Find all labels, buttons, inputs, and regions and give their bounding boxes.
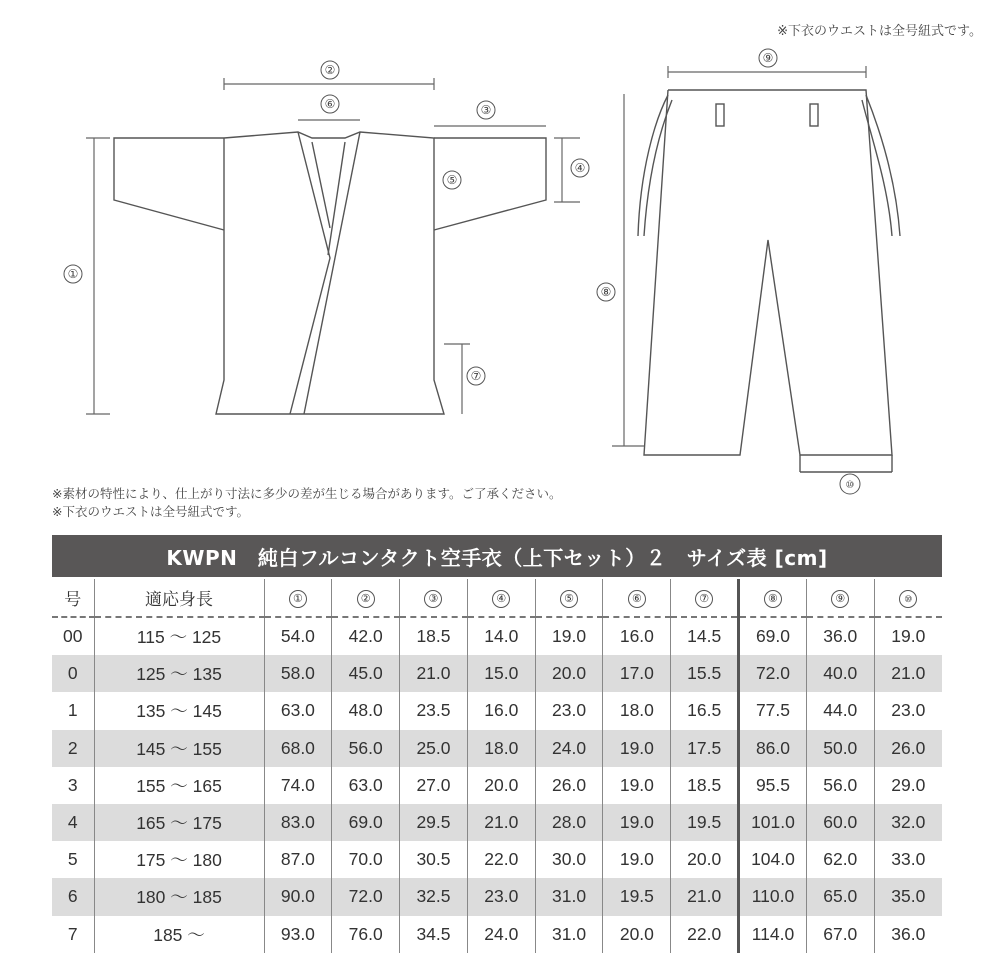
cell-size: 3 (67, 774, 78, 795)
col-8: ⑧ (739, 579, 807, 617)
cell-size: 00 (63, 626, 83, 647)
table-row (52, 655, 942, 692)
cell-measure-7: 20.0 (671, 841, 739, 878)
svg-text:⑤: ⑤ (446, 173, 458, 187)
svg-text:④: ④ (574, 161, 586, 175)
cell-measure-6: 19.0 (603, 730, 671, 767)
cell-measure-5: 31.0 (535, 878, 603, 915)
col-3: ③ (400, 579, 468, 617)
cell-measure-7: 18.5 (671, 767, 739, 804)
cell-measure-8: 110.0 (739, 878, 807, 915)
cell-measure-3: 34.5 (400, 916, 468, 953)
cell-height: 135 〜 145 (94, 692, 264, 729)
cell-measure-8: 104.0 (739, 841, 807, 878)
label-3 (477, 101, 495, 119)
cell-measure-6: 19.0 (603, 767, 671, 804)
col-height: 適応身長 (94, 579, 264, 617)
col-10: ⑩ (874, 579, 942, 617)
table-row (52, 730, 942, 767)
cell-measure-10: 23.0 (874, 692, 942, 729)
svg-text:⑥: ⑥ (324, 97, 336, 111)
label-2 (321, 61, 339, 79)
cell-measure-7: 14.5 (671, 617, 739, 655)
cell-measure-4: 22.0 (467, 841, 535, 878)
cell-measure-9: 60.0 (806, 804, 874, 841)
cell-measure-8: 86.0 (739, 730, 807, 767)
cell-measure-9: 50.0 (806, 730, 874, 767)
col-5: ⑤ (535, 579, 603, 617)
cell-measure-8: 72.0 (739, 655, 807, 692)
cell-measure-3: 32.5 (400, 878, 468, 915)
cell-measure-10: 36.0 (874, 916, 942, 953)
cell-measure-5: 23.0 (535, 692, 603, 729)
cell-measure-7: 16.5 (671, 692, 739, 729)
cell-height: 125 〜 135 (94, 655, 264, 692)
svg-text:⑨: ⑨ (762, 51, 774, 65)
cell-measure-1: 63.0 (264, 692, 332, 729)
cell-measure-1: 90.0 (264, 878, 332, 915)
cell-measure-3: 21.0 (400, 655, 468, 692)
label-4 (571, 159, 589, 177)
cell-measure-7: 19.5 (671, 804, 739, 841)
cell-measure-6: 19.0 (603, 804, 671, 841)
cell-height: 185 〜 (94, 916, 264, 953)
svg-text:②: ② (324, 63, 336, 77)
cell-measure-10: 21.0 (874, 655, 942, 692)
cell-measure-7: 15.5 (671, 655, 739, 692)
pants-outline (638, 90, 900, 472)
cell-measure-3: 29.5 (400, 804, 468, 841)
table-row (52, 916, 942, 953)
cell-measure-4: 23.0 (467, 878, 535, 915)
cell-measure-4: 15.0 (467, 655, 535, 692)
cell-measure-5: 26.0 (535, 767, 603, 804)
cell-measure-6: 19.5 (603, 878, 671, 915)
cell-measure-1: 87.0 (264, 841, 332, 878)
table-row (52, 804, 942, 841)
table-row (52, 617, 942, 655)
cell-measure-8: 69.0 (739, 617, 807, 655)
cell-measure-6: 20.0 (603, 916, 671, 953)
label-7 (467, 367, 485, 385)
cell-height: 155 〜 165 (94, 767, 264, 804)
cell-measure-3: 30.5 (400, 841, 468, 878)
table-header (52, 579, 942, 617)
cell-measure-6: 16.0 (603, 617, 671, 655)
cell-height: 145 〜 155 (94, 730, 264, 767)
note-waist: ※下衣のウエストは全号紐式です。 (52, 504, 249, 519)
cell-measure-7: 21.0 (671, 878, 739, 915)
cell-height: 115 〜 125 (94, 617, 264, 655)
cell-measure-4: 24.0 (467, 916, 535, 953)
cell-measure-8: 114.0 (739, 916, 807, 953)
cell-measure-4: 18.0 (467, 730, 535, 767)
cell-measure-9: 40.0 (806, 655, 874, 692)
cell-measure-9: 65.0 (806, 878, 874, 915)
svg-text:①: ① (67, 267, 79, 281)
cell-measure-5: 30.0 (535, 841, 603, 878)
cell-measure-9: 44.0 (806, 692, 874, 729)
cell-measure-4: 16.0 (467, 692, 535, 729)
cell-measure-2: 48.0 (332, 692, 400, 729)
table-row (52, 878, 942, 915)
cell-measure-9: 36.0 (806, 617, 874, 655)
label-9 (759, 49, 777, 67)
cell-measure-10: 19.0 (874, 617, 942, 655)
col-6: ⑥ (603, 579, 671, 617)
cell-size: 2 (52, 730, 94, 767)
cell-measure-2: 63.0 (332, 767, 400, 804)
col-2: ② (332, 579, 400, 617)
col-size: 号 (52, 579, 94, 617)
cell-measure-1: 74.0 (264, 767, 332, 804)
svg-text:③: ③ (480, 103, 492, 117)
cell-measure-10: 29.0 (874, 767, 942, 804)
cell-measure-10: 32.0 (874, 804, 942, 841)
cell-measure-5: 19.0 (535, 617, 603, 655)
note-material: ※素材の特性により、仕上がり寸法に多少の差が生じる場合があります。ご了承ください。 (52, 486, 562, 501)
cell-measure-3: 18.5 (400, 617, 468, 655)
cell-measure-4: 21.0 (467, 804, 535, 841)
cell-size: 0 (52, 655, 94, 692)
cell-measure-6: 17.0 (603, 655, 671, 692)
cell-size: 5 (67, 849, 78, 870)
cell-measure-6: 18.0 (603, 692, 671, 729)
svg-text:⑩: ⑩ (845, 480, 855, 491)
cell-measure-7: 17.5 (671, 730, 739, 767)
cell-measure-10: 35.0 (874, 878, 942, 915)
svg-text:⑧: ⑧ (600, 285, 612, 299)
cell-size: 6 (52, 878, 94, 915)
cell-measure-9: 56.0 (806, 767, 874, 804)
cell-measure-3: 23.5 (400, 692, 468, 729)
label-1 (64, 265, 82, 283)
label-6 (321, 95, 339, 113)
cell-measure-8: 95.5 (739, 767, 807, 804)
cell-measure-1: 93.0 (264, 916, 332, 953)
size-table (52, 579, 942, 953)
notes (52, 485, 561, 521)
cell-measure-10: 33.0 (874, 841, 942, 878)
cell-measure-1: 83.0 (264, 804, 332, 841)
table-row (52, 692, 942, 729)
label-5 (443, 171, 461, 189)
col-4: ④ (467, 579, 535, 617)
col-7: ⑦ (671, 579, 739, 617)
cell-measure-2: 70.0 (332, 841, 400, 878)
table-row (52, 767, 942, 804)
cell-measure-2: 42.0 (332, 617, 400, 655)
cell-measure-2: 45.0 (332, 655, 400, 692)
cell-measure-3: 27.0 (400, 767, 468, 804)
label-10 (840, 474, 860, 494)
cell-measure-4: 14.0 (467, 617, 535, 655)
cell-measure-1: 58.0 (264, 655, 332, 692)
cell-measure-1: 54.0 (264, 617, 332, 655)
cell-measure-1: 68.0 (264, 730, 332, 767)
col-1: ① (264, 579, 332, 617)
cell-size: 1 (67, 700, 78, 721)
cell-measure-4: 20.0 (467, 767, 535, 804)
cell-measure-9: 62.0 (806, 841, 874, 878)
cell-measure-8: 77.5 (739, 692, 807, 729)
cell-measure-2: 69.0 (332, 804, 400, 841)
cell-measure-2: 72.0 (332, 878, 400, 915)
cell-measure-7: 22.0 (671, 916, 739, 953)
cell-size: 7 (67, 923, 78, 944)
cell-measure-5: 24.0 (535, 730, 603, 767)
cell-height: 180 〜 185 (94, 878, 264, 915)
cell-measure-9: 67.0 (806, 916, 874, 953)
cell-measure-8: 101.0 (739, 804, 807, 841)
table-title: KWPN 純白フルコンタクト空手衣（上下セット）２ サイズ表 [cm] (52, 535, 942, 577)
cell-measure-5: 31.0 (535, 916, 603, 953)
cell-measure-10: 26.0 (874, 730, 942, 767)
label-8 (597, 283, 615, 301)
cell-measure-3: 25.0 (400, 730, 468, 767)
svg-text:⑦: ⑦ (470, 369, 482, 383)
cell-height: 165 〜 175 (94, 804, 264, 841)
top-note: ※下衣のウエストは全号紐式です。 (777, 24, 982, 39)
cell-measure-5: 28.0 (535, 804, 603, 841)
cell-size: 4 (52, 804, 94, 841)
cell-measure-6: 19.0 (603, 841, 671, 878)
col-9: ⑨ (806, 579, 874, 617)
cell-height: 175 〜 180 (94, 841, 264, 878)
cell-measure-5: 20.0 (535, 655, 603, 692)
cell-measure-2: 56.0 (332, 730, 400, 767)
cell-measure-2: 76.0 (332, 916, 400, 953)
table-row (52, 841, 942, 878)
measure-labels (64, 49, 860, 494)
